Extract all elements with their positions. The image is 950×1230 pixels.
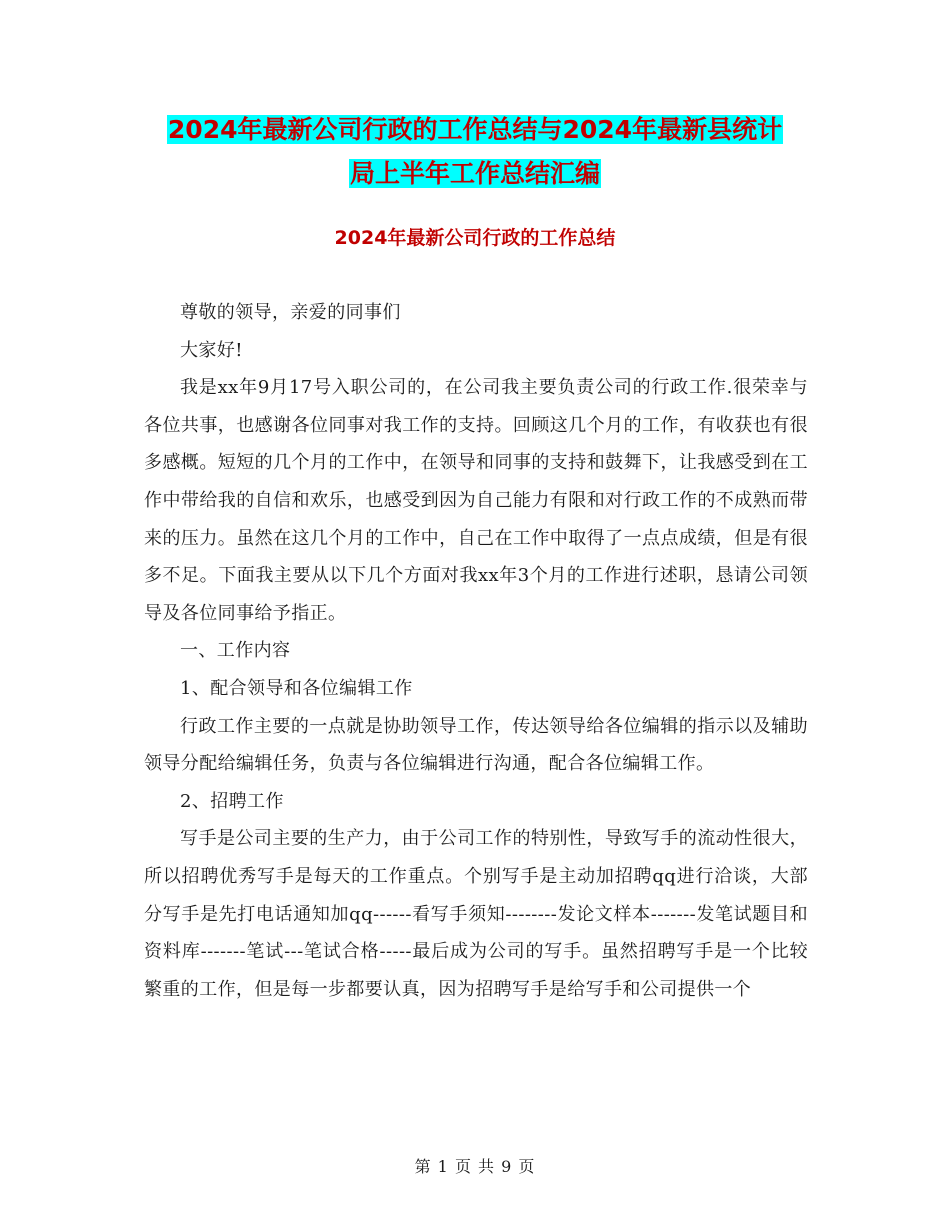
body-paragraph: 行政工作主要的一点就是协助领导工作，传达领导给各位编辑的指示以及辅助领导分配给编辑任务，负责与各位编辑进行沟通，配合各位编辑工作。 <box>144 715 808 775</box>
document-title-line-2 <box>0 157 950 191</box>
body-subheading: 1、配合领导和各位编辑工作 <box>180 677 413 699</box>
body-heading: 一、工作内容 <box>180 640 291 662</box>
document-title-text-2: 局上半年工作总结汇编 <box>349 159 600 188</box>
body-paragraph: 大家好! <box>180 339 243 361</box>
body-paragraph: 写手是公司主要的生产力，由于公司工作的特别性，导致写手的流动性很大，所以招聘优秀写手是每天的工作重点。个别写手是主动加招聘qq进行洽谈，大部分写手是先打电话通知加qq------看写手须知--------发论文样本-------发笔试题目和资料库-------笔试---笔试合格-----最后成为公司的写手。虽然招聘写手是一个比较繁重的工作，但是每一步都要认真，因为招聘写手是给写手和公司提供一个 <box>144 828 808 1000</box>
body-subheading: 2、招聘工作 <box>180 790 284 812</box>
document-body <box>144 294 808 1008</box>
body-paragraph: 尊敬的领导，亲爱的同事们 <box>180 302 401 323</box>
section-title: 2024年最新公司行政的工作总结 <box>334 227 616 249</box>
body-paragraph: 我是xx年9月17号入职公司的，在公司我主要负责公司的行政工作.很荣幸与各位共事，也感谢各位同事对我工作的支持。回顾这几个月的工作，有收获也有很多感概。短短的几个月的工作中，在领导和同事的支持和鼓舞下，让我感受到在工作中带给我的自信和欢乐，也感受到因为自己能力有限和对行政工作的不成熟而带来的压力。虽然在这几个月的工作中，自己在工作中取得了一点点成绩，但是有很多不足。下面我主要从以下几个方面对我xx年3个月的工作进行述职，恳请公司领导及各位同事给予指正。 <box>144 377 808 624</box>
document-title-text-1: 2024年最新公司行政的工作总结与2024年最新县统计 <box>167 115 783 144</box>
page-footer: 第 1 页 共 9 页 <box>414 1157 536 1176</box>
document-title-line-1 <box>0 113 950 147</box>
